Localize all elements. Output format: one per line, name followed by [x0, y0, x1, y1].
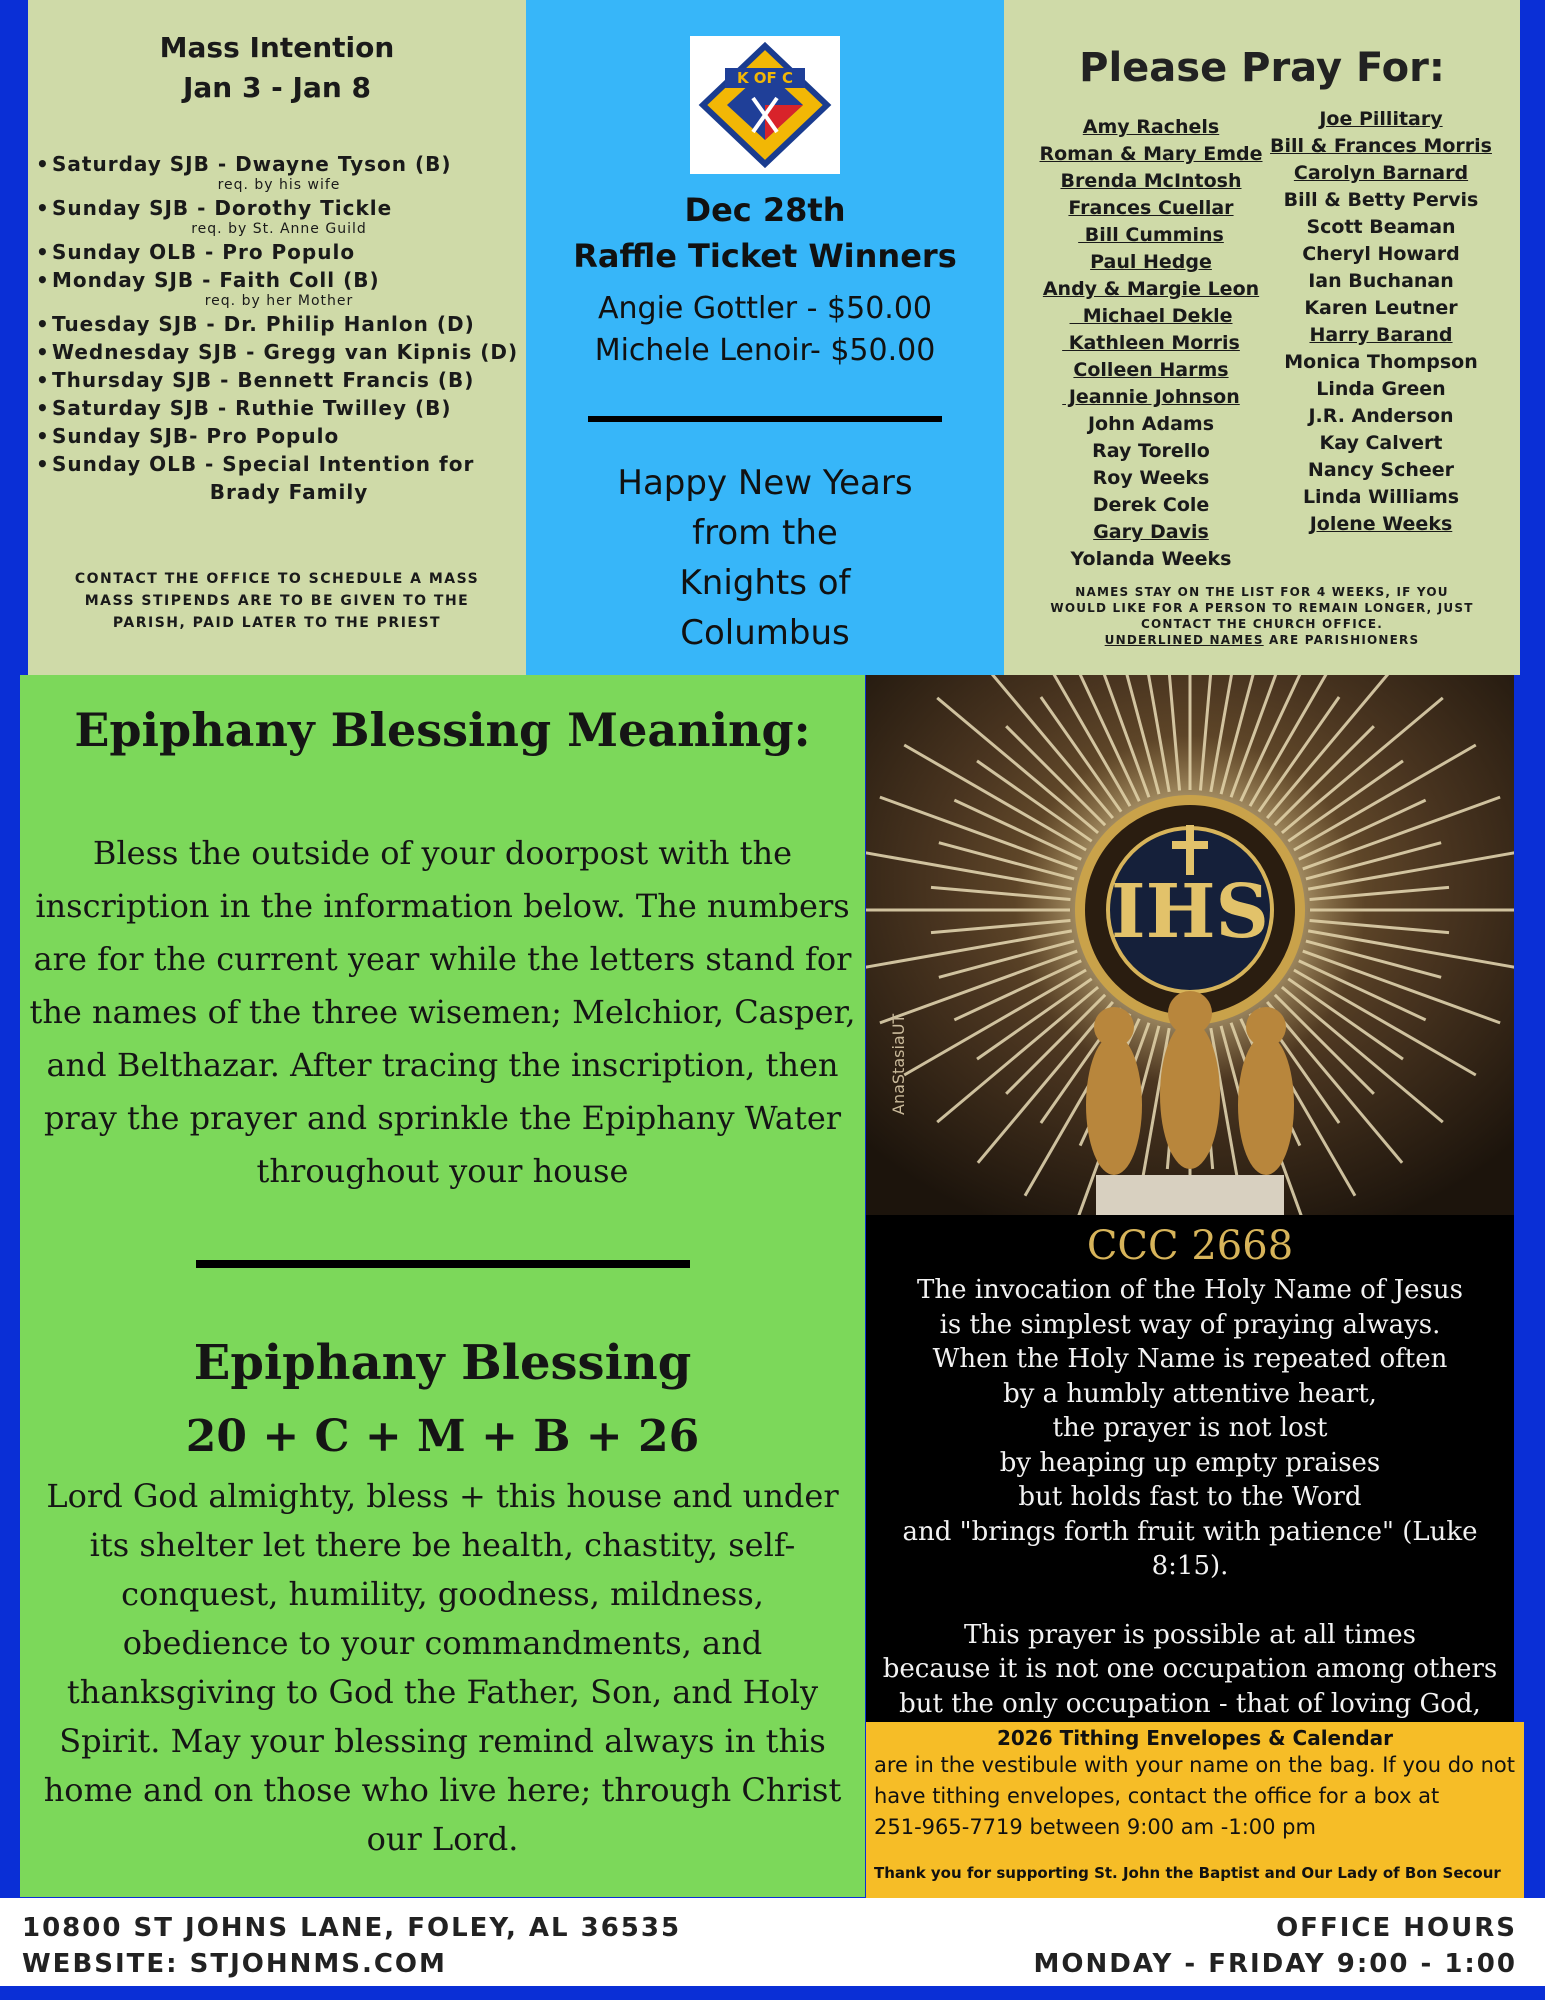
prayer-name: Derek Cole — [1092, 494, 1210, 516]
ccc-line: is the simplest way of praying always. — [939, 1309, 1441, 1340]
mass-intention-text: Monday SJB - Faith Coll (B) — [52, 268, 380, 292]
prayer-name: Roy Weeks — [1092, 467, 1210, 489]
ccc-paragraph — [866, 1618, 1514, 1723]
mass-intention-title — [28, 28, 526, 108]
note-line: CONTACT THE CHURCH OFFICE. — [1140, 617, 1384, 631]
prayer-name: Monica Thompson — [1284, 351, 1478, 373]
kofc-emblem-icon — [695, 40, 835, 170]
mass-intention-text: Tuesday SJB - Dr. Philip Hanlon (D) — [52, 312, 475, 336]
mass-intention-text: Sunday OLB - Special Intention for — [52, 452, 475, 476]
mass-intention-text: Wednesday SJB - Gregg van Kipnis (D) — [52, 340, 519, 364]
mass-date-range: Jan 3 - Jan 8 — [182, 71, 372, 104]
ccc-2668-image — [866, 675, 1514, 1722]
prayer-name: Ian Buchanan — [1308, 270, 1454, 292]
mass-intention-text: Brady Family — [209, 480, 369, 504]
prayer-name: Carolyn Barnard — [1293, 162, 1469, 184]
ccc-line: by heaping up empty praises — [999, 1447, 1381, 1478]
mass-intention-text: Saturday SJB - Ruthie Twilley (B) — [52, 396, 452, 420]
note-rest: ARE PARISHIONERS — [1263, 633, 1420, 647]
knights-of-columbus-logo — [690, 36, 840, 174]
mass-intention-text: Sunday SJB - Dorothy Tickle — [52, 196, 393, 220]
mass-title-line: Mass Intention — [159, 31, 395, 64]
artist-signature: AnaStasiaUT — [889, 1013, 908, 1115]
prayer-name: Colleen Harms — [1073, 359, 1229, 381]
tithing-title: 2026 Tithing Envelopes & Calendar — [996, 1726, 1394, 1750]
ccc-line: and "brings forth fruit with patience" (Luke 8:15). — [902, 1516, 1478, 1581]
epiphany-blessing-title: Epiphany Blessing — [193, 1335, 692, 1391]
prayer-name: Paul Hedge — [1090, 251, 1212, 273]
prayer-name: Ray Torello — [1092, 440, 1210, 462]
note-line: WOULD LIKE FOR A PERSON TO REMAIN LONGER, JUST — [1050, 601, 1474, 615]
mass-intention-item — [32, 194, 526, 222]
mass-intention-item — [32, 422, 526, 450]
ccc-line: When the Holy Name is repeated often — [932, 1344, 1448, 1374]
mass-requested-by: req. by St. Anne Guild — [191, 221, 367, 237]
prayer-name: Andy & Margie Leon — [1042, 278, 1260, 300]
raffle-heading: Raffle Ticket Winners — [573, 237, 957, 275]
prayer-name: Linda Green — [1316, 378, 1446, 400]
tithing-panel — [866, 1722, 1524, 1898]
tithing-phone: 251-965-7719 between 9:00 am -1:00 pm — [874, 1815, 1316, 1839]
mass-requested-by: req. by her Mother — [204, 293, 354, 309]
prayer-name: John Adams — [1087, 413, 1215, 435]
epiphany-meaning-title: Epiphany Blessing Meaning: — [74, 703, 811, 757]
ccc-line: The invocation of the Holy Name of Jesus — [917, 1275, 1463, 1305]
note-line: NAMES STAY ON THE LIST FOR 4 WEEKS, IF YOU — [1075, 585, 1449, 599]
prayer-name: Jolene Weeks — [1309, 513, 1453, 535]
prayer-name: Cheryl Howard — [1302, 243, 1460, 265]
ihs-monogram: IHS — [1111, 869, 1269, 955]
mass-intention-text: Saturday SJB - Dwayne Tyson (B) — [52, 152, 452, 176]
raffle-winner: Michele Lenoir- $50.00 — [594, 333, 936, 368]
prayer-list-panel — [1004, 0, 1520, 675]
prayer-name: Frances Cuellar — [1068, 197, 1234, 219]
prayer-name: Kathleen Morris — [1062, 332, 1240, 354]
divider — [588, 416, 942, 422]
mass-intention-text: Thursday SJB - Bennett Francis (B) — [52, 368, 475, 392]
tithing-text: have tithing envelopes, contact the office for a box at — [874, 1784, 1440, 1808]
mass-intention-panel — [28, 0, 526, 675]
ccc-line: This prayer is possible at all times — [964, 1619, 1416, 1650]
ccc-paragraph — [866, 1273, 1514, 1584]
ccc-line: by a humbly attentive heart, — [1003, 1378, 1377, 1409]
epiphany-prayer: Lord God almighty, bless + this house and under its shelter let there be health, chastity, self-conquest, humility, goodness, mildness, obedience to your commandments, and thanksgiving to God the Father, Son, and Holy Spirit. May your blessing remind always in this home and on those who live here; through Christ our Lord. — [43, 1477, 842, 1858]
epiphany-meaning-text: Bless the outside of your doorpost with the inscription in the information below. The numbers are for the current year while the letters stand for the names of the three wisemen; Melchior, Casper, and Belthazar. After tracing the inscription, then pray the prayer and sprinkle the Epiphany Water throughout your house — [29, 834, 856, 1190]
mass-contact-note — [28, 568, 526, 634]
raffle-winner: Angie Gottler - $50.00 — [597, 291, 933, 326]
prayer-name: Kay Calvert — [1319, 432, 1443, 454]
tithing-thanks: Thank you for supporting St. John the Baptist and Our Lady of Bon Secour — [874, 1864, 1501, 1882]
mass-intention-list — [28, 150, 526, 506]
greeting-line: Happy New Years — [617, 463, 913, 503]
ccc-title: CCC 2668 — [1086, 1223, 1294, 1269]
mass-intention-text: Sunday OLB - Pro Populo — [52, 240, 356, 264]
prayer-name: Bill & Frances Morris — [1270, 135, 1492, 157]
ccc-line: but holds fast to the Word — [1018, 1482, 1362, 1512]
divider — [196, 1260, 690, 1268]
prayer-name: J.R. Anderson — [1308, 405, 1454, 427]
mass-requested-by: req. by his wife — [217, 177, 341, 193]
ccc-quote — [866, 1273, 1514, 1722]
prayer-name: Linda Williams — [1302, 486, 1460, 508]
ccc-line: because it is not one occupation among others — [882, 1654, 1498, 1684]
office-hours: MONDAY - FRIDAY 9:00 - 1:00 — [1033, 1949, 1517, 1979]
prayer-name: Roman & Mary Emde — [1039, 143, 1263, 165]
prayer-name: Gary Davis — [1093, 521, 1209, 543]
raffle-panel — [526, 0, 1004, 675]
ccc-line: but the only occupation - that of loving God, — [899, 1688, 1481, 1719]
ccc-line: the prayer is not lost — [1052, 1413, 1328, 1443]
ihs-monstrance-icon — [866, 675, 1514, 1215]
mass-intention-text: Sunday SJB- Pro Populo — [52, 424, 340, 448]
prayer-list-title: Please Pray For: — [1079, 45, 1445, 91]
office-hours-label: OFFICE HOURS — [1276, 1913, 1517, 1943]
greeting-line: from the — [692, 513, 838, 553]
tithing-text: are in the vestibule with your name on the bag. If you do not — [874, 1753, 1515, 1777]
greeting-line: Knights of — [679, 563, 851, 603]
prayer-names-column — [1266, 106, 1496, 573]
contact-line: CONTACT THE OFFICE TO SCHEDULE A MASS — [74, 571, 480, 587]
raffle-date: Dec 28th — [684, 191, 846, 229]
mass-intention-item — [32, 394, 526, 422]
footer — [0, 1898, 1545, 1986]
prayer-list-note — [1004, 584, 1520, 648]
prayer-name: Scott Beaman — [1306, 216, 1456, 238]
mass-intention-item — [32, 266, 526, 294]
mass-intention-item — [32, 310, 526, 338]
logo-text: K OF C — [736, 69, 794, 87]
note-underlined: UNDERLINED NAMES — [1104, 633, 1264, 647]
prayer-name: Amy Rachels — [1082, 116, 1220, 138]
contact-line: MASS STIPENDS ARE TO BE GIVEN TO THE — [84, 593, 470, 609]
prayer-name: Bill Cummins — [1078, 224, 1224, 246]
prayer-name: Nancy Scheer — [1307, 459, 1455, 481]
contact-line: PARISH, PAID LATER TO THE PRIEST — [112, 615, 442, 631]
prayer-names-column — [1039, 114, 1263, 573]
prayer-name: Jeannie Johnson — [1062, 386, 1240, 408]
prayer-name: Bill & Betty Pervis — [1283, 189, 1479, 211]
parish-website[interactable]: WEBSITE: STJOHNMS.COM — [22, 1949, 447, 1979]
mass-intention-item — [32, 238, 526, 266]
chalk-inscription: 20 + C + M + B + 26 — [185, 1411, 700, 1462]
prayer-name: Joe Pillitary — [1319, 108, 1443, 130]
epiphany-panel — [20, 675, 865, 1897]
mass-intention-item — [32, 450, 526, 506]
mass-intention-item — [32, 338, 526, 366]
prayer-name: Brenda McIntosh — [1060, 170, 1242, 192]
prayer-name: Karen Leutner — [1304, 297, 1458, 319]
mass-intention-item — [32, 366, 526, 394]
greeting-line: Columbus — [680, 613, 850, 653]
parish-address: 10800 ST JOHNS LANE, FOLEY, AL 36535 — [22, 1913, 682, 1943]
prayer-name: Harry Barand — [1309, 324, 1453, 346]
mass-intention-item — [32, 150, 526, 178]
new-year-greeting — [526, 458, 1004, 658]
prayer-name: Michael Dekle — [1069, 305, 1233, 327]
prayer-name: Yolanda Weeks — [1070, 548, 1232, 570]
